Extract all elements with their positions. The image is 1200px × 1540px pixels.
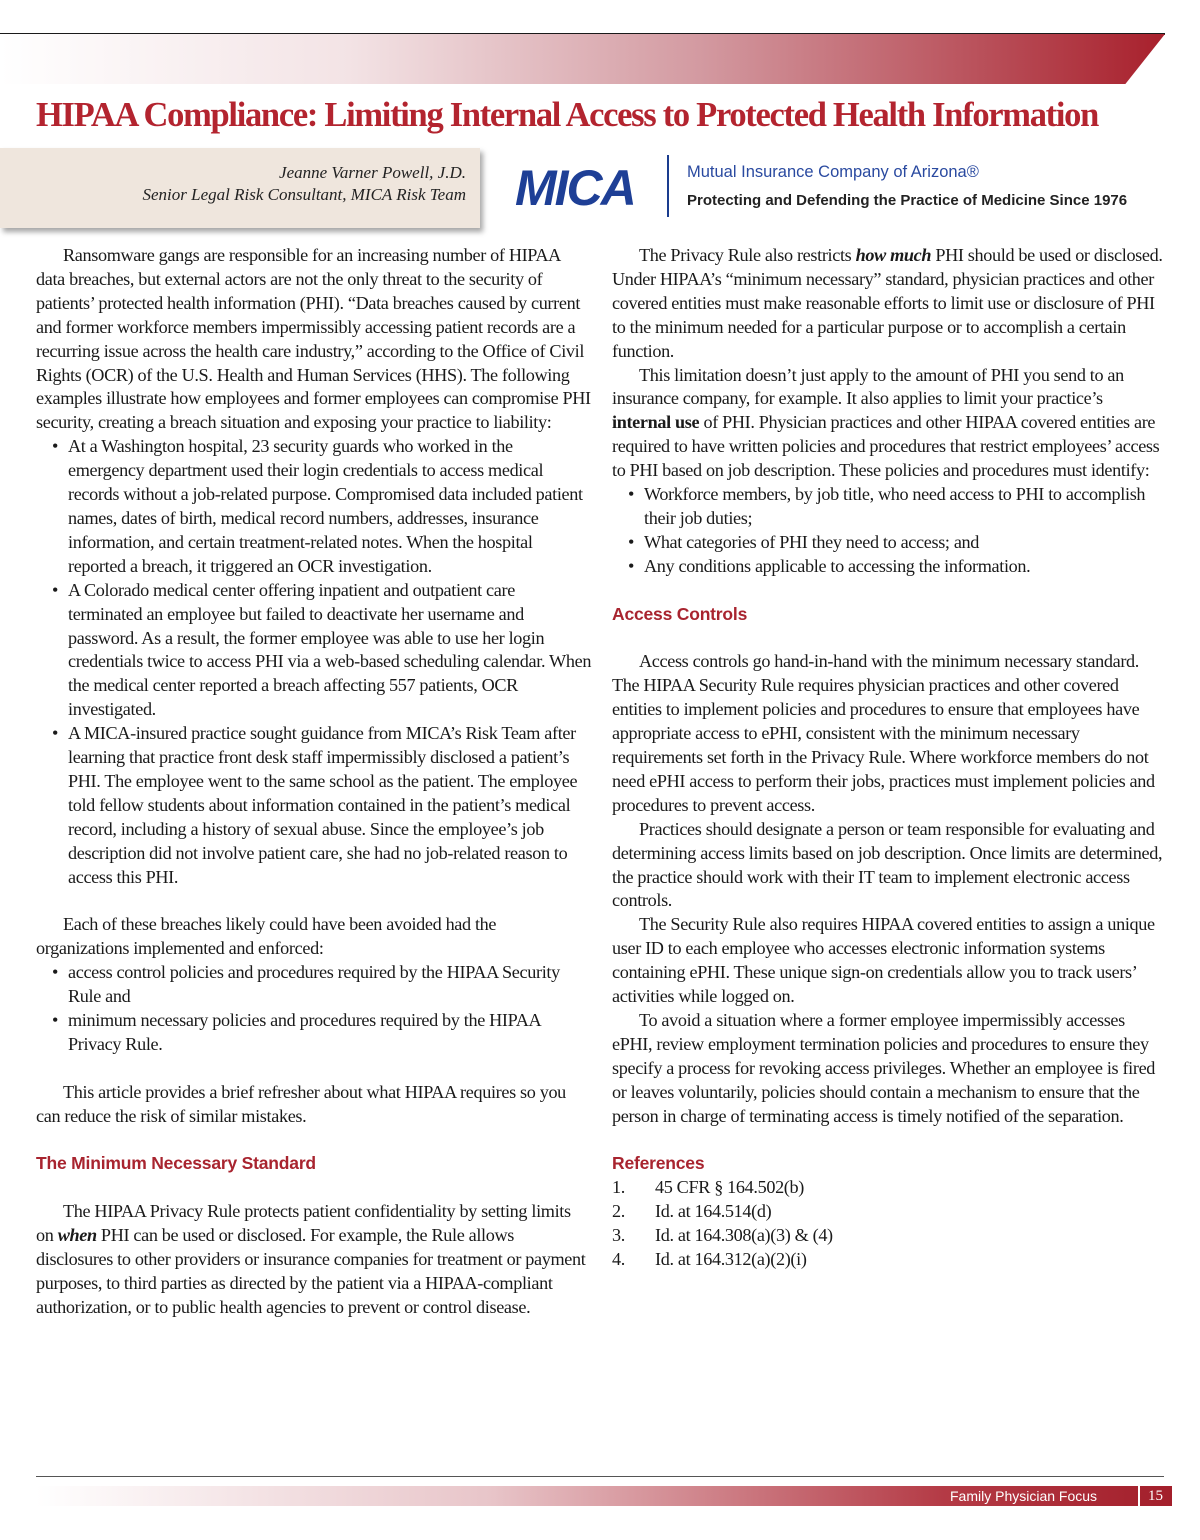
reference-item: 4. Id. at 164.312(a)(2)(i): [612, 1249, 807, 1270]
intro-paragraph: Ransomware gangs are responsible for an increasing number of HIPAA data breaches, but external actors are not the only threat to the security of patients’ protected health information (PHI). “Data breaches caused by current and former workforce members impermissibly accessing patient records are a recurring issue across the health care industry,” according to the Office of Civil Rights (OCR) of the U.S. Health and Human Services (HHS). The following examples illustrate how employees and former employees can compromise PHI security, creating a breach situation and exposing your practice to liability:: [36, 245, 591, 433]
references-list: [612, 1176, 1164, 1272]
section-heading-access-controls: Access Controls: [612, 603, 748, 624]
mica-logo: [515, 155, 1165, 217]
list-item: • What categories of PHI they need to access; and: [612, 531, 1164, 555]
list-item: • minimum necessary policies and procedures required by the HIPAA Privacy Rule.: [36, 1009, 592, 1057]
article-title: HIPAA Compliance: Limiting Internal Access to Protected Health Information: [36, 96, 1098, 134]
logo-company-name: Mutual Insurance Company of Arizona®: [687, 163, 979, 181]
reference-item: 3. Id. at 164.308(a)(3) & (4): [612, 1225, 833, 1246]
list-item: • A Colorado medical center offering inpatient and outpatient care terminated an employee but failed to deactivate her username and password. As a result, the former employee was able to use her login credentials twice to access PHI via a web-based scheduling calendar. When the medical center reported a breach affecting 557 patients, OCR investigated.: [36, 579, 592, 722]
list-item: • access control policies and procedures required by the HIPAA Security Rule and: [36, 961, 592, 1009]
footer-publication: Family Physician Focus: [950, 1488, 1098, 1504]
reference-item: 2. Id. at 164.514(d): [612, 1201, 772, 1222]
list-item: • A MICA-insured practice sought guidance from MICA’s Risk Team after learning that practice front desk staff impermissibly disclosed a patient’s PHI. The employee went to the same school as the patient. The employee told fellow students about information contained in the patient’s medical record, including a history of sexual abuse. Since the employee’s job description did not involve patient care, she had no job-related reason to access this PHI.: [36, 722, 592, 889]
right-column: [612, 244, 1164, 1272]
author-box: [0, 148, 480, 228]
refresher-paragraph: This article provides a brief refresher about what HIPAA requires so you can reduce the risk of similar mistakes.: [36, 1081, 566, 1126]
access-paragraph-2: Practices should designate a person or team responsible for evaluating and determining access limits based on job description. Once limits are determined, the practice should work with their IT team to implement electronic access controls.: [612, 818, 1163, 911]
identify-list: [612, 483, 1164, 579]
mica-logo-mark: [515, 161, 655, 211]
minimum-necessary-paragraph: The HIPAA Privacy Rule protects patient confidentiality by setting limits on when PHI can be used or disclosed. For example, the Rule allows disclosures to other providers or insurance companies for treatment or payment purposes, to third parties as directed by the patient via a HIPAA-compliant authorization, or to public health agencies to prevent or control disease.: [36, 1201, 586, 1317]
section-heading-minimum-necessary: The Minimum Necessary Standard: [36, 1153, 316, 1174]
access-paragraph-3: The Security Rule also requires HIPAA covered entities to assign a unique user ID to each employee who accesses electronic information systems containing ePHI. These unique sign-on credentials allow you to track users’ activities while logged on.: [612, 914, 1155, 1007]
header-band: [0, 34, 1165, 84]
list-item: • Any conditions applicable to accessing the information.: [612, 555, 1164, 579]
author-name: Jeanne Varner Powell, J.D.: [279, 163, 466, 182]
author-title: Senior Legal Risk Consultant, MICA Risk Team: [142, 185, 466, 204]
access-paragraph-4: To avoid a situation where a former employee impermissibly accesses ePHI, review employment termination policies and procedures to ensure they specify a process for revoking access privileges. Whether an employee is fired or leaves voluntarily, policies should contain a mechanism to ensure that the person in charge of terminating access is timely notified of the separation.: [612, 1009, 1156, 1126]
page-number: 15: [1148, 1488, 1163, 1504]
section-heading-references: References: [612, 1153, 705, 1174]
internal-use-paragraph: This limitation doesn’t just apply to the amount of PHI you send to an insurance company, for example. It also applies to limit your practice’s internal use of PHI. Physician practices and other HIPAA covered entities are required to have written policies and procedures that restrict employees’ access to PHI based on job description. These policies and procedures must identify:: [612, 364, 1160, 481]
avoid-list: [36, 961, 592, 1057]
breach-examples-list: [36, 435, 592, 889]
footer-separator: [1138, 1486, 1140, 1506]
logo-tagline: Protecting and Defending the Practice of Medicine Since 1976: [687, 192, 1128, 209]
privacy-rule-paragraph: The Privacy Rule also restricts how much PHI should be used or disclosed. Under HIPAA’s “minimum necessary” standard, physician practices and other covered entities must make reasonable efforts to limit use or disclosure of PHI to the minimum needed for a particular purpose or to accomplish a certain function.: [612, 245, 1163, 361]
logo-mark-text: MICA: [515, 161, 635, 211]
avoid-intro: Each of these breaches likely could have been avoided had the organizations implemented and enforced:: [36, 914, 497, 959]
access-paragraph-1: Access controls go hand-in-hand with the minimum necessary standard. The HIPAA Security Rule requires physician practices and other covered entities to implement policies and procedures to ensure that employees have appropriate access to ePHI, consistent with the minimum necessary requirements set forth in the Privacy Rule. Where workforce members do not need ePHI access to perform their jobs, practices must implement policies and procedures to prevent access.: [612, 651, 1155, 815]
logo-divider: [667, 155, 669, 217]
list-item: • Workforce members, by job title, who need access to PHI to accomplish their job duties;: [612, 483, 1164, 531]
list-item: • At a Washington hospital, 23 security guards who worked in the emergency department used their login credentials to access medical records without a job-related purpose. Compromised data included patient names, dates of birth, medical record numbers, addresses, insurance information, and certain treatment-related notes. When the hospital reported a breach, it triggered an OCR investigation.: [36, 435, 592, 578]
footer-rule: [36, 1476, 1164, 1477]
reference-item: 1. 45 CFR § 164.502(b): [612, 1177, 804, 1198]
left-column: [36, 244, 592, 1320]
